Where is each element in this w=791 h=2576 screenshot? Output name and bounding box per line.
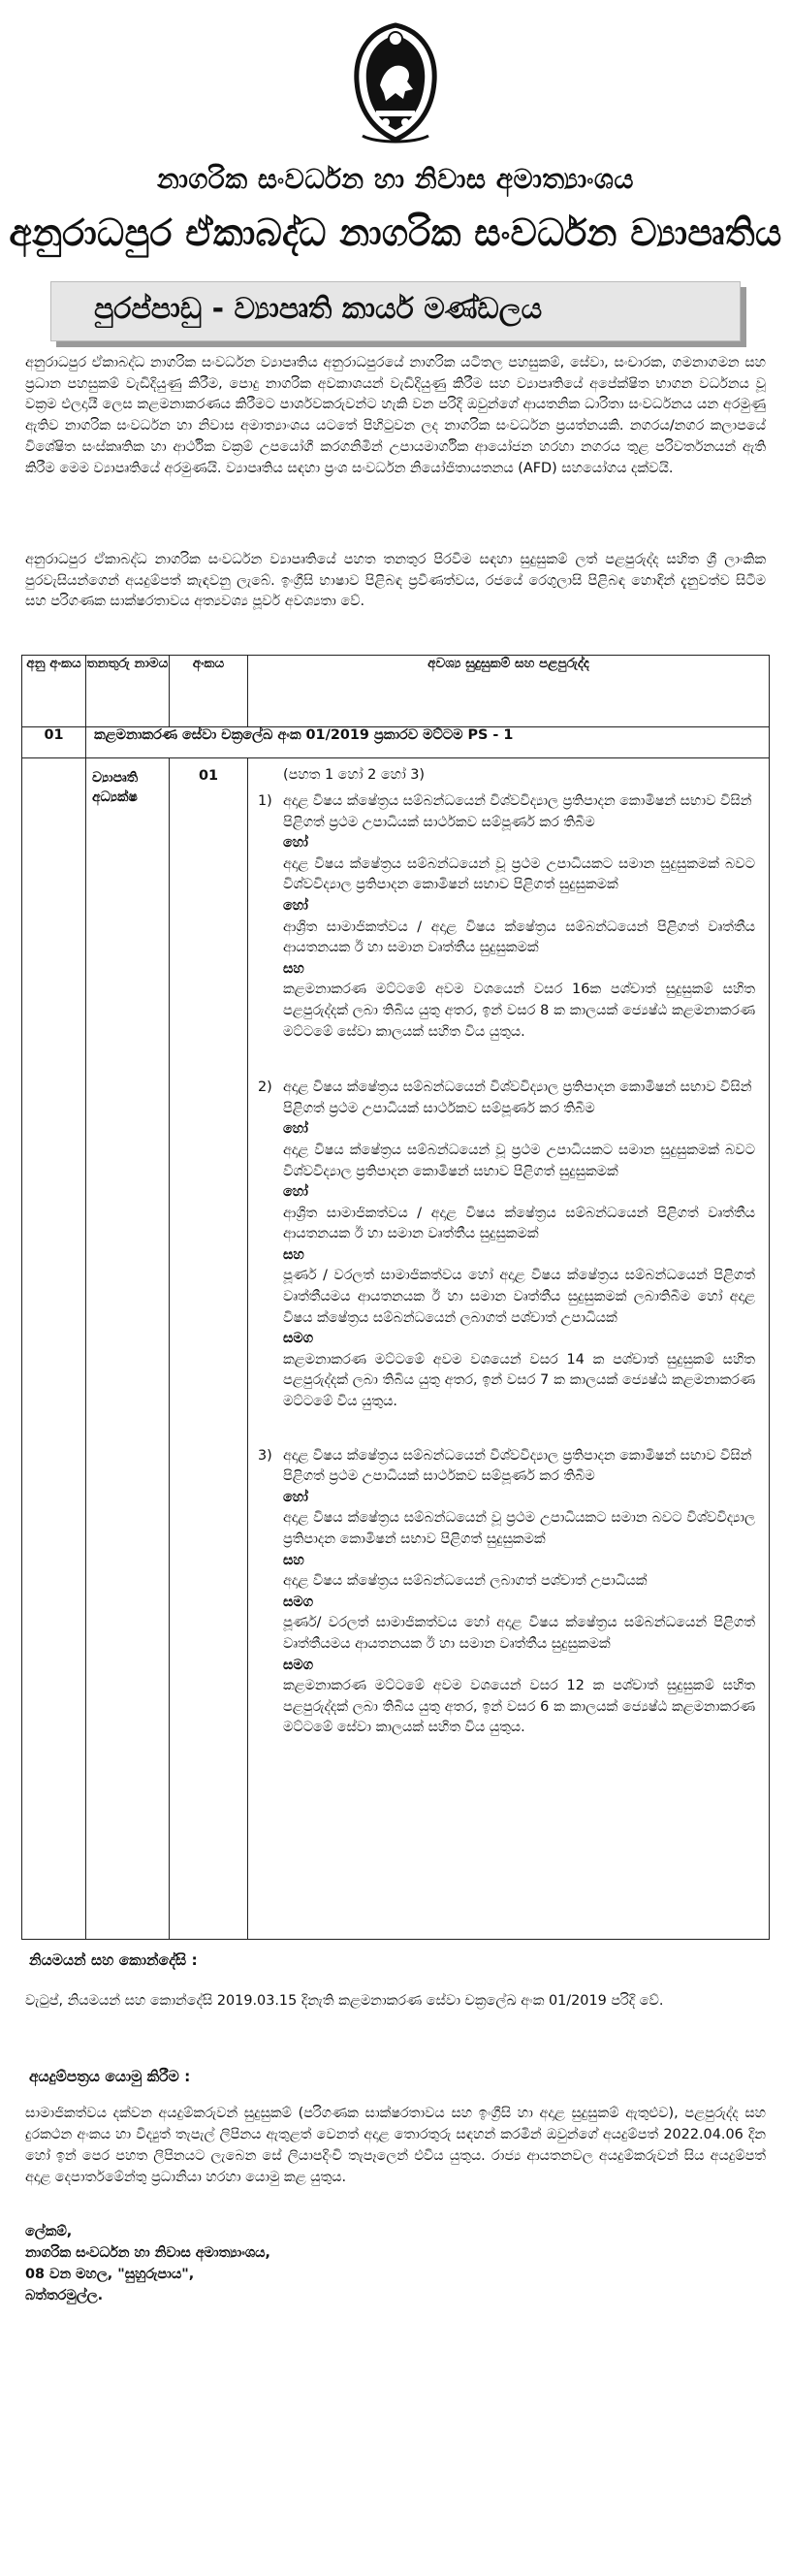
vacancy-table — [21, 655, 770, 1940]
connector: සහ — [283, 1552, 304, 1568]
option-part: අදාළ විෂය ක්ෂේත්‍රය සම්බන්ධයෙන් වූ ප්‍රථම උපාධියකට සමාන බවට විශ්වවිද්‍යාල ප්‍රතිපාදන කොමිෂන් සභාව පිළිගත් සුදුසුකමක් — [283, 1510, 755, 1547]
banner-title: පුරප්පාඩු - ව්‍යාපෘති කාර්ය මණ්ඩලය — [94, 292, 543, 326]
option-text: අදාළ විෂය ක්ෂේත්‍රය සම්බන්ධයෙන් විශ්වවිද්‍යාල ප්‍රතිපාදන කොමිෂන් සභාව විසින් පිළිගත් ප්‍රථම උපාධියක් සාර්ථකව සම්පූර්ණ කර තිබීම — [283, 1079, 752, 1116]
option-part: පූර්ණ/ වරලත් සාමාජිකත්වය හෝ අදාළ විෂය ක්ෂේත්‍රය සම්බන්ධයෙන් පිළිගත් වෘත්තීයමය ආයතනයක ඊ හා සමාන වෘත්තීය සුදුසුකමක් — [283, 1615, 755, 1652]
option-text: අදාළ විෂය ක්ෂේත්‍රය සම්බන්ධයෙන් විශ්වවිද්‍යාල ප්‍රතිපාදන කොමිෂන් සභාව විසින් පිළිගත් ප්‍රථම උපාධියක් සාර්ථකව සම්පූර්ණ කර තිබීම — [283, 793, 752, 830]
connector: සමග — [283, 1331, 313, 1347]
ministry-name: නාගරික සංවර්ධන හා නිවාස අමාත්‍යාංශය — [156, 163, 635, 195]
option-number: 3) — [258, 1447, 272, 1464]
signature-line: 08 වන මහල, "සුහුරුපාය", — [25, 2267, 195, 2282]
connector: සහ — [283, 1246, 304, 1263]
option-1 — [258, 791, 755, 1043]
requirements-cell — [248, 758, 770, 1940]
connector: හෝ — [283, 1184, 308, 1201]
signature-line: බත්තරමුල්ල. — [25, 2288, 104, 2303]
connector: සමග — [283, 1594, 313, 1610]
option-3 — [258, 1446, 755, 1739]
option-first — [258, 1446, 755, 1488]
sri-lanka-emblem-icon — [347, 21, 444, 145]
service-level-row — [22, 727, 770, 758]
intro-paragraph-2: අනුරාධපුර ඒකාබද්ධ නාගරික සංවර්ධන ව්‍යාපෘතියේ පහත තනතුර පිරවීම සඳහා සුදුසුකම් ලත් පළපුරුද්ද සහිත ශ්‍රී ලාංකික පුරවැසියන්ගෙන් අයදුම්පත් කැඳවනු ලැබේ. ඉංග්‍රීසි භාෂාව පිළිබඳ ප්‍රවීණත්වය, රජයේ රෙගුලාසි පිළිබඳ හොඳින් දැනුවත්ව සිටීම සහ පරිගණක සාක්ෂරතාවය අත්‍යවශ්‍ය පූර්ව අවශ්‍යතා වේ. — [25, 552, 766, 610]
connector: සහ — [283, 960, 304, 977]
header-count: අංකය — [170, 656, 248, 727]
post-count: 01 — [170, 758, 248, 1940]
option-number: 1) — [258, 793, 272, 809]
intro-paragraph-1: අනුරාධපුර ඒකාබද්ධ නාගරික සංවර්ධන ව්‍යාපෘතිය අනුරාධපුරයේ නාගරික යටිතල පහසුකම්, සේවා, සංචාරක, ගමනාගමන සහ ප්‍රධාන පහසුකම් වැඩිදියුණු කිරීම, පොදු නාගරික අවකාශයන් වැඩිදියුණු කිරීම සහ ව්‍යාපෘතියේ අපේක්ෂිත භාගන වර්ධනය වූ වක්‍රම එලදායී ලෙස කළමනාකරණය කිරීමට පාර්ශවකරුවන්ට හැකි වන පරිදි ඔවුන්ගේ ආයතනික ධාරිතා සංවර්ධනය යන අරමුණු ඇතිව නාගරික සංවර්ධන හා නිවාස අමාත්‍යාංශය යටතේ පිහිටුවන ලද නාගරික සංවර්ධන ප්‍රයත්නයකි. නගරය/නගර කලාපයේ විශේෂිත සංස්කෘතික හා ආර්ථික වක්‍රම් උපයෝගී කරගනිමින් උපායමාර්ගික ආයෝජන හරහා නගරය තුළ පරිවර්තනයන් ඇති කිරීම මෙම ව්‍යාපෘතියේ අරමුණයි. ව්‍යාපෘතිය සඳහා ප්‍රංශ සංවර්ධන නියෝජිතායතනය (AFD) සහයෝගය දක්වයි. — [25, 355, 766, 476]
empty-cell — [22, 758, 86, 1940]
option-part: පූර්ණ / වරලත් සාමාජිකත්වය හෝ අදාළ විෂය ක්ෂේත්‍රය සම්බන්ධයෙන් පිළිගත් වෘත්තීයමය ආයතනයක ඊ හා සමාන වෘත්තීය සුදුසුකමක් ලබාතිබීම හෝ අදාළ විෂය ක්ෂේත්‍රය සම්බන්ධයෙන් ලබාගත් පශ්චාත් උපාධියක් — [283, 1268, 755, 1326]
service-level: කළමනාකරණ සේවා චක්‍රලේඛ අංක 01/2019 ප්‍රකාරව මට්ටම PS - 1 — [86, 727, 770, 758]
option-text: අදාළ විෂය ක්ෂේත්‍රය සම්බන්ධයෙන් විශ්වවිද්‍යාල ප්‍රතිපාදන කොමිෂන් සභාව විසින් පිළිගත් ප්‍රථම උපාධියක් සාර්ථකව සම්පූර්ණ කර තිබීම — [283, 1447, 752, 1485]
vacancies-banner — [50, 281, 741, 341]
option-part: කළමනාකරණ මට්ටමේ අවම වශයෙන් වසර 16ක පශ්චාත් සුදුසුකම් සහිත පළපුරුද්දක් ලබා තිබිය යුතු අතර, ඉන් වසර 8 ක කාලයක් ජ්‍යෙෂ්ඨ කළමනාකරණ මට්ටමේ සේවා කාලයක් සහිත විය යුතුය. — [283, 982, 755, 1040]
option-number: 2) — [258, 1079, 272, 1096]
option-first — [258, 1078, 755, 1119]
option-part: ආශ්‍රිත සාමාජිකත්වය / අදාළ විෂය ක්ෂේත්‍රය සම්බන්ධයෙන් පිළිගත් වෘත්තීය ආයතනයක ඊ හා සමාන වෘත්තීය සුදුසුකමක් — [283, 1205, 755, 1242]
header-requirements: අවශ්‍ය සුදුසුකම් සහ පළපුරුද්ද — [248, 656, 770, 727]
option-first — [258, 791, 755, 833]
requirements-intro: (පහත 1 හෝ 2 හෝ 3) — [283, 767, 426, 783]
post-row — [22, 758, 770, 1940]
connector: හෝ — [283, 1489, 308, 1505]
signature-block — [25, 2221, 270, 2306]
table-header-row — [22, 656, 770, 727]
option-part: කළමනාකරණ මට්ටමේ අවම වශයෙන් වසර 14 ක පශ්චාත් සුදුසුකම් සහිත පළපුරුද්දක් ලබා තිබිය යුතු අතර, ඉන් වසර 7 ක කාලයක් ජ්‍යෙෂ්ඨ කළමනාකරණ මට්ටමේ විය යුතුය. — [283, 1351, 755, 1410]
connector: හෝ — [283, 1121, 308, 1138]
option-part: ආශ්‍රිත සාමාජිකත්වය / අදාළ විෂය ක්ෂේත්‍රය සම්බන්ධයෙන් පිළිගත් වෘත්තීය ආයතනයක ඊ හා සමාන වෘත්තීය සුදුසුකමක් — [283, 918, 755, 956]
project-name: අනුරාධපුර ඒකාබද්ධ නාගරික සංවර්ධන ව්‍යාපෘතිය — [9, 211, 782, 254]
option-part: කළමනාකරණ මට්ටමේ අවම වශයෙන් වසර 12 ක පශ්චාත් සුදුසුකම් සහිත පළපුරුද්දක් ලබා තිබිය යුතු අතර, ඉන් වසර 6 ක කාලයක් ජ්‍යෙෂ්ඨ කළමනාකරණ මට්ටමේ සේවා කාලයක් සහිත විය යුතුය. — [283, 1678, 755, 1736]
connector: සමග — [283, 1657, 313, 1673]
signature-line: නාගරික සංවර්ධන හා නිවාස අමාත්‍යාංශය, — [25, 2245, 270, 2261]
option-part: අදාළ විෂය ක්ෂේත්‍රය සම්බන්ධයෙන් ලබාගත් පශ්චාත් උපාධියක් — [283, 1573, 648, 1590]
option-part: අදාළ විෂය ක්ෂේත්‍රය සම්බන්ධයෙන් වූ ප්‍රථම උපාධියකට සමාන සුදුසුකමක් බවට විශ්වවිද්‍යාල ප්‍රතිපාදන කොමිෂන් සභාව පිළිගත් සුදුසුකමක් — [283, 1142, 755, 1179]
serial-no: 01 — [22, 727, 86, 758]
terms-body: වැටුප්, නියමයන් සහ කොන්දේසි 2019.03.15 දිනැති කළමනාකරණ සේවා චක්‍රලේඛ අංක 01/2019 පරිදි වේ. — [25, 1993, 664, 2009]
connector: හෝ — [283, 897, 308, 914]
connector: හෝ — [283, 835, 308, 852]
terms-title: නියමයන් සහ කොන්දේසි : — [29, 1951, 198, 1969]
option-2 — [258, 1078, 755, 1413]
header-serial-no: අනු අංකය — [22, 656, 86, 727]
post-name: ව්‍යාපෘති අධ්‍යක්ෂ — [86, 758, 170, 1940]
signature-line: ලේකම්, — [25, 2224, 73, 2239]
option-part: අදාළ විෂය ක්ෂේත්‍රය සම්බන්ධයෙන් වූ ප්‍රථම උපාධියකට සමාන සුදුසුකමක් බවට විශ්වවිද්‍යාල ප්‍රතිපාදන කොමිෂන් සභාව පිළිගත් සුදුසුකමක් — [283, 855, 755, 893]
header-post-name: තනතුරු නාමය — [86, 656, 170, 727]
application-body: සාමාජිකත්වය දක්වන අයදුම්කරුවන් සුදුසුකම් (පරිගණක සාක්ෂරතාවය සහ ඉංග්‍රීසි හා අදාළ සුදුසුකම් ඇතුළුව), පළපුරුද්ද සහ දුරකථන අංකය හා විද්‍යුත් තැපැල් ලිපිනය ඇතුළත් වෙනත් අදාළ තොරතුරු සඳහන් කරමින් ඔවුන්ගේ අයදුම්පත් 2022.04.06 දින හෝ ඉන් පෙර පහත ලිපිනයට ලැබෙන සේ ලියාපදිංචි තැපෑලෙන් එවිය යුතුය. රාජ්‍ය ආයතනවල අයදුම්කරුවන් සිය අයදුම්පත් අදාළ දෙපාර්තමේන්තු ප්‍රධානියා හරහා යොමු කළ යුතුය. — [25, 2106, 766, 2185]
application-title: අයදුම්පත්‍රය යොමු කිරීම : — [29, 2068, 191, 2085]
